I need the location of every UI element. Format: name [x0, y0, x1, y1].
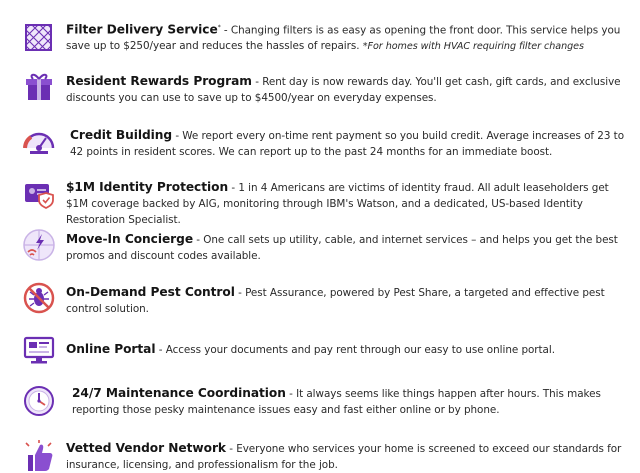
service-description: It always seems like things happen after hours. This makes reporting those pesky maintenance issues easy and fast either online or by phone.	[72, 388, 601, 416]
service-title: Resident Rewards Program	[66, 74, 252, 88]
title-separator: -	[155, 344, 166, 356]
service-title: $1M Identity Protection	[66, 180, 229, 194]
credit-gauge-icon	[22, 124, 56, 158]
title-separator: -	[220, 24, 231, 37]
utilities-icon	[22, 228, 56, 262]
title-separator: -	[225, 443, 237, 455]
title-separator: -	[172, 130, 183, 142]
service-title: Filter Delivery Service	[66, 22, 218, 37]
service-title: Credit Building	[70, 128, 173, 142]
service-description: Everyone who services your home is screened to exceed our standards for insurance, licensing, and professionalism for the job.	[66, 443, 622, 471]
service-description: We report every on-time rent payment so you build credit. Average increases of 23 to 42 points in resident scores. We can report up to the past 24 months for an immediate boost.	[70, 130, 625, 158]
title-separator: -	[251, 76, 263, 88]
service-title: On-Demand Pest Control	[66, 285, 235, 299]
air-filter-icon	[22, 20, 56, 54]
service-title: Vetted Vendor Network	[66, 441, 226, 455]
gift-icon	[22, 70, 56, 104]
title-separator: -	[193, 234, 204, 246]
service-description: One call sets up utility, cable, and internet services – and helps you get the best promos and discount codes available.	[66, 234, 618, 262]
service-description: Access your documents and pay rent through our easy to use online portal.	[165, 344, 555, 356]
service-description: Pest Assurance, powered by Pest Share, a targeted and effective pest control solution.	[66, 287, 605, 315]
service-footnote: *For homes with HVAC requiring filter changes	[362, 41, 584, 53]
thumbs-up-icon	[22, 439, 56, 473]
service-title: Online Portal	[66, 342, 156, 356]
id-card-shield-icon	[22, 176, 56, 210]
title-separator: -	[285, 388, 297, 400]
service-title: 24/7 Maintenance Coordination	[72, 386, 286, 400]
clock-icon	[22, 383, 56, 417]
monitor-icon	[22, 333, 56, 367]
service-description: 1 in 4 Americans are victims of identity fraud. All adult leaseholders get $1M coverage backed by AIG, monitoring through IBM's Watson, and a dedicated, US-based Identity Restoration Specialist.	[66, 182, 609, 226]
title-separator: -	[228, 182, 239, 194]
service-title: Move-In Concierge	[66, 232, 194, 246]
service-description: Changing filters is as easy as opening the front door. This service helps you save up to $250/year and reduces the hassles of repairs.	[66, 24, 621, 53]
no-bugs-icon	[22, 281, 56, 315]
service-description: Rent day is now rewards day. You'll get cash, gift cards, and exclusive discounts you can use to save up to $4500/year on everyday expenses.	[66, 76, 621, 104]
title-separator: -	[234, 287, 246, 299]
footnote-mark: *	[217, 24, 221, 31]
